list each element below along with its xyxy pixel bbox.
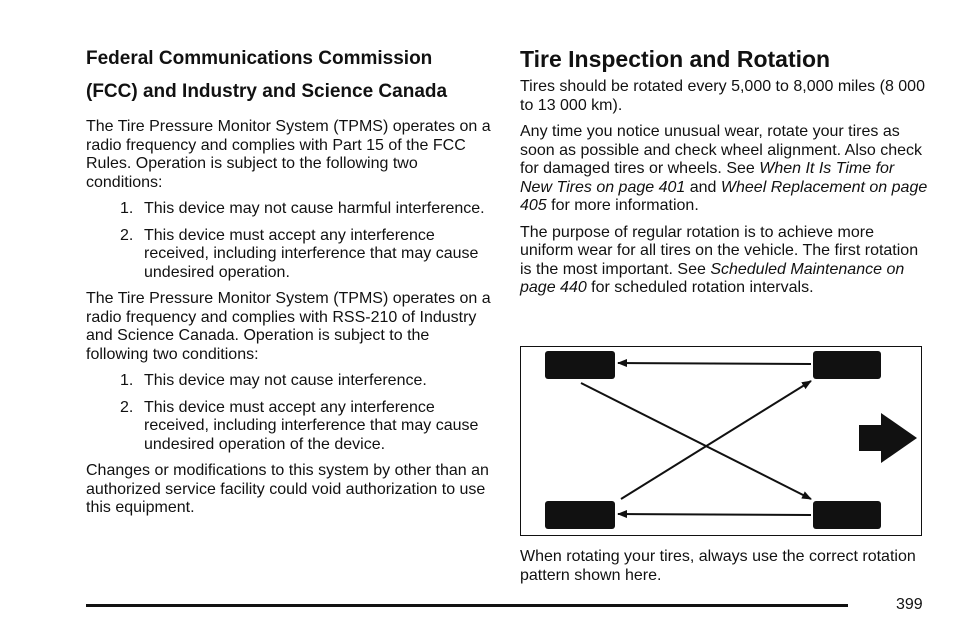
list-number: 1. (120, 372, 134, 389)
fcc-conditions-list-1 (86, 200, 496, 282)
rotation-pattern-svg (521, 347, 920, 534)
arrow-rear-right-to-rear-left (618, 514, 811, 515)
fcc-paragraph-1: The Tire Pressure Monitor System (TPMS) operates on a radio frequency and complies with Part 15 of the FCC Rules. Operation is subject to the following two conditions: (86, 118, 491, 191)
list-number: 2. (120, 398, 134, 416)
fcc-section (86, 42, 496, 526)
list-number: 1. (120, 200, 134, 217)
diagram-caption: When rotating your tires, always use the correct rotation pattern shown here. (520, 548, 916, 584)
list-text: This device may not cause interference. (144, 372, 427, 389)
text-run: The purpose of regular rotation is to achieve more uniform wear for all tires on the vehicle. The first rotation is the most important. See (520, 223, 919, 278)
rotation-purpose-paragraph (520, 224, 930, 298)
scheduled-maintenance-link[interactable]: Scheduled Maintenance on page 440 (520, 260, 905, 296)
arrow-front-right-to-front-left (618, 363, 811, 364)
front-right-tire (813, 351, 881, 379)
unusual-wear-paragraph (520, 123, 930, 216)
wheel-replacement-link[interactable]: Wheel Replacement on page 405 (520, 178, 928, 214)
text-run: for scheduled rotation intervals. (586, 279, 814, 296)
list-item (86, 372, 496, 391)
fcc-paragraph-3: Changes or modifications to this system by other than an authorized service facility could void authorization to use this equipment. (86, 462, 489, 516)
tire-rotation-section (520, 42, 930, 306)
arrow-rear-left-to-front-right (621, 381, 811, 499)
tire-rotation-diagram (520, 346, 922, 536)
front-left-tire (545, 351, 615, 379)
text-run: for more information. (546, 197, 699, 214)
list-text: This device must accept any interference received, including interference that may cause undesired operation. (144, 226, 479, 281)
rear-right-tire (813, 501, 881, 529)
fcc-heading (86, 42, 496, 108)
list-item (86, 399, 496, 455)
page-number: 399 (896, 596, 923, 613)
tire-rotation-heading: Tire Inspection and Rotation (520, 46, 831, 72)
fcc-heading-line1: Federal Communications Commission (86, 48, 433, 69)
footer-rule (86, 604, 848, 607)
vehicle-direction-arrow-icon (859, 413, 917, 463)
rotation-interval-paragraph: Tires should be rotated every 5,000 to 8,000 miles (8 000 to 13 000 km). (520, 78, 925, 114)
list-number: 2. (120, 226, 134, 244)
text-run: Any time you notice unusual wear, rotate your tires as soon as possible and check wheel alignment. Also check for damaged tires or wheels. See (520, 123, 923, 177)
fcc-conditions-list-2 (86, 372, 496, 454)
fcc-paragraph-2: The Tire Pressure Monitor System (TPMS) operates on a radio frequency and complies with RSS-210 of Industry and Science Canada. Operation is subject to the following two conditions: (86, 290, 491, 363)
new-tires-link[interactable]: When It Is Time for New Tires on page 401 (520, 160, 895, 196)
list-item (86, 200, 496, 219)
rear-left-tire (545, 501, 615, 529)
list-text: This device must accept any interference received, including interference that may cause undesired operation of the device. (144, 398, 479, 453)
text-run: and (685, 178, 721, 196)
fcc-heading-line2: (FCC) and Industry and Science Canada (86, 81, 448, 102)
arrow-front-left-to-rear-right (581, 383, 811, 499)
list-text: This device may not cause harmful interference. (144, 200, 485, 217)
list-item (86, 227, 496, 283)
